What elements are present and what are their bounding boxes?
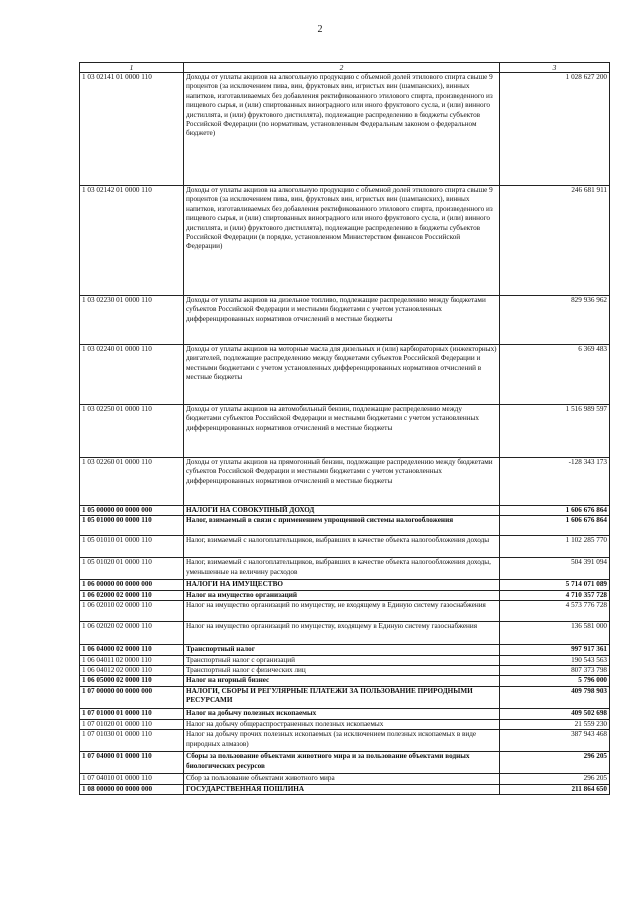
description-cell: Доходы от уплаты акцизов на алкогольную продукцию с объемной долей этилового спирта свыше 9 процентов (за исключением пива, вин, фруктовых вин, игристых вин (шампанских), винных напитков, изготавливаемых без добавления ректификованного этилового спирта, произведенного из пищевого сырья, и (или) спиртованных виноградного или иного фруктового сусла, и (или) винного дистиллята, и (или) фруктового дистиллята), подлежащие распределению в бюджеты субъектов Российской Федерации (по нормативам, установленным Федеральным законом о федеральном бюджете) <box>184 73 500 186</box>
classification-code-cell: 1 07 01030 01 0000 110 <box>80 730 184 752</box>
classification-code-cell: 1 06 04000 02 0000 110 <box>80 645 184 655</box>
revenue-table <box>79 62 610 795</box>
description-cell: Налог на добычу полезных ископаемых <box>184 708 500 719</box>
column-header-amount: 3 <box>500 63 610 73</box>
table-row <box>80 784 610 794</box>
description-cell: Транспортный налог с организаций <box>184 655 500 665</box>
amount-cell: 504 391 094 <box>500 558 610 580</box>
classification-code-cell: 1 03 02260 01 0000 110 <box>80 458 184 506</box>
classification-code-cell: 1 07 04000 01 0000 110 <box>80 752 184 774</box>
amount-cell: 1 516 989 597 <box>500 405 610 458</box>
amount-cell: 136 581 000 <box>500 622 610 645</box>
classification-code-cell: 1 03 02240 01 0000 110 <box>80 345 184 405</box>
amount-cell: 211 864 650 <box>500 784 610 794</box>
description-cell: НАЛОГИ, СБОРЫ И РЕГУЛЯРНЫЕ ПЛАТЕЖИ ЗА ПОЛЬЗОВАНИЕ ПРИРОДНЫМИ РЕСУРСАМИ <box>184 686 500 708</box>
description-cell: Доходы от уплаты акцизов на автомобильный бензин, подлежащие распределению между бюджетами субъектов Российской Федерации и местными бюджетами с учетом установленных дифференцированных нормативов отчислений в местные бюджеты <box>184 405 500 458</box>
classification-code-cell: 1 05 01000 00 0000 110 <box>80 516 184 536</box>
description-cell: Транспортный налог с физических лиц <box>184 666 500 676</box>
amount-cell: 296 205 <box>500 752 610 774</box>
amount-cell: 4 710 357 728 <box>500 590 610 600</box>
column-header-code: 1 <box>80 63 184 73</box>
description-cell: ГОСУДАРСТВЕННАЯ ПОШЛИНА <box>184 784 500 794</box>
classification-code-cell: 1 06 04011 02 0000 110 <box>80 655 184 665</box>
amount-cell: 296 205 <box>500 774 610 784</box>
classification-code-cell: 1 05 00000 00 0000 000 <box>80 506 184 516</box>
table-row <box>80 405 610 458</box>
classification-code-cell: 1 07 01020 01 0000 110 <box>80 719 184 729</box>
classification-code-cell: 1 05 01010 01 0000 110 <box>80 536 184 558</box>
description-cell: Доходы от уплаты акцизов на моторные масла для дизельных и (или) карбюраторных (инжекторных) двигателей, подлежащие распределению между бюджетами субъектов Российской Федерации и местными бюджетами с учетом установленных дифференцированных нормативов отчислений в местные бюджеты <box>184 345 500 405</box>
description-cell: Налог на имущество организаций по имуществу, не входящему в Единую систему газоснабжения <box>184 601 500 622</box>
classification-code-cell: 1 05 01020 01 0000 110 <box>80 558 184 580</box>
classification-code-cell: 1 03 02142 01 0000 110 <box>80 186 184 296</box>
description-cell: Налог, взимаемый с налогоплательщиков, выбравших в качестве объекта налогообложения доходы, уменьшенные на величину расходов <box>184 558 500 580</box>
description-cell: Доходы от уплаты акцизов на алкогольную продукцию с объемной долей этилового спирта свыше 9 процентов (за исключением пива, вин, фруктовых вин, игристых вин (шампанских), винных напитков, изготавливаемых без добавления ректификованного этилового спирта, произведенного из пищевого сырья, и (или) спиртованных виноградного или иного фруктового сусла, и (или) винного дистиллята, и (или) фруктового дистиллята), подлежащие распределению в бюджеты субъектов Российской Федерации (в порядке, установленном Министерством финансов Российской Федерации) <box>184 186 500 296</box>
table-row <box>80 622 610 645</box>
table-row <box>80 686 610 708</box>
table-row <box>80 296 610 345</box>
amount-cell: 1 606 676 864 <box>500 516 610 536</box>
amount-cell: 409 502 698 <box>500 708 610 719</box>
amount-cell: 246 681 911 <box>500 186 610 296</box>
description-cell: Налог, взимаемый в связи с применением упрощенной системы налогообложения <box>184 516 500 536</box>
classification-code-cell: 1 07 00000 00 0000 000 <box>80 686 184 708</box>
table-row <box>80 506 610 516</box>
description-cell: Доходы от уплаты акцизов на дизельное топливо, подлежащие распределению между бюджетами субъектов Российской Федерации и местными бюджетами с учетом установленных дифференцированных нормативов отчислений в местные бюджеты <box>184 296 500 345</box>
table-row <box>80 186 610 296</box>
description-cell: Налог на добычу прочих полезных ископаемых (за исключением полезных ископаемых в виде природных алмазов) <box>184 730 500 752</box>
table-row <box>80 580 610 590</box>
table-row <box>80 719 610 729</box>
classification-code-cell: 1 06 02000 02 0000 110 <box>80 590 184 600</box>
description-cell: Доходы от уплаты акцизов на прямогонный бензин, подлежащие распределению между бюджетами субъектов Российской Федерации и местными бюджетами с учетом установленных дифференцированных нормативов отчислений в местные бюджеты <box>184 458 500 506</box>
description-cell: Налог на добычу общераспространенных полезных ископаемых <box>184 719 500 729</box>
table-row <box>80 601 610 622</box>
page-number: 2 <box>317 24 323 35</box>
classification-code-cell: 1 07 01000 01 0000 110 <box>80 708 184 719</box>
table-row <box>80 590 610 600</box>
classification-code-cell: 1 06 02010 02 0000 110 <box>80 601 184 622</box>
classification-code-cell: 1 06 05000 02 0000 110 <box>80 676 184 686</box>
amount-cell: 1 028 627 200 <box>500 73 610 186</box>
amount-cell: 21 559 230 <box>500 719 610 729</box>
table-row <box>80 536 610 558</box>
column-header-description: 2 <box>184 63 500 73</box>
table-row <box>80 730 610 752</box>
classification-code-cell: 1 06 02020 02 0000 110 <box>80 622 184 645</box>
table-row <box>80 558 610 580</box>
amount-cell: 387 943 468 <box>500 730 610 752</box>
amount-cell: 5 796 000 <box>500 676 610 686</box>
amount-cell: 1 102 285 770 <box>500 536 610 558</box>
amount-cell: 5 714 071 089 <box>500 580 610 590</box>
classification-code-cell: 1 03 02250 01 0000 110 <box>80 405 184 458</box>
table-row <box>80 676 610 686</box>
table-row <box>80 73 610 186</box>
amount-cell: 409 798 903 <box>500 686 610 708</box>
table-row <box>80 345 610 405</box>
amount-cell: 190 543 563 <box>500 655 610 665</box>
table-row <box>80 458 610 506</box>
description-cell: Сбор за пользование объектами животного мира <box>184 774 500 784</box>
table-row <box>80 666 610 676</box>
classification-code-cell: 1 03 02141 01 0000 110 <box>80 73 184 186</box>
description-cell: Сборы за пользование объектами животного мира и за пользование объектами водных биологических ресурсов <box>184 752 500 774</box>
classification-code-cell: 1 06 04012 02 0000 110 <box>80 666 184 676</box>
amount-cell: 1 606 676 864 <box>500 506 610 516</box>
amount-cell: 807 373 798 <box>500 666 610 676</box>
amount-cell: 997 917 361 <box>500 645 610 655</box>
table-row <box>80 645 610 655</box>
amount-cell: 6 369 483 <box>500 345 610 405</box>
classification-code-cell: 1 06 00000 00 0000 000 <box>80 580 184 590</box>
table-row <box>80 655 610 665</box>
description-cell: Налог, взимаемый с налогоплательщиков, выбравших в качестве объекта налогообложения доходы <box>184 536 500 558</box>
table-row <box>80 516 610 536</box>
description-cell: Налог на имущество организаций <box>184 590 500 600</box>
description-cell: НАЛОГИ НА СОВОКУПНЫЙ ДОХОД <box>184 506 500 516</box>
description-cell: Налог на имущество организаций по имуществу, входящему в Единую систему газоснабжения <box>184 622 500 645</box>
classification-code-cell: 1 03 02230 01 0000 110 <box>80 296 184 345</box>
table-row <box>80 752 610 774</box>
amount-cell: 829 936 962 <box>500 296 610 345</box>
classification-code-cell: 1 07 04010 01 0000 110 <box>80 774 184 784</box>
amount-cell: -128 343 173 <box>500 458 610 506</box>
amount-cell: 4 573 776 728 <box>500 601 610 622</box>
classification-code-cell: 1 08 00000 00 0000 000 <box>80 784 184 794</box>
table-header-row <box>80 63 610 73</box>
description-cell: НАЛОГИ НА ИМУЩЕСТВО <box>184 580 500 590</box>
table-row <box>80 708 610 719</box>
description-cell: Транспортный налог <box>184 645 500 655</box>
table-row <box>80 774 610 784</box>
description-cell: Налог на игорный бизнес <box>184 676 500 686</box>
